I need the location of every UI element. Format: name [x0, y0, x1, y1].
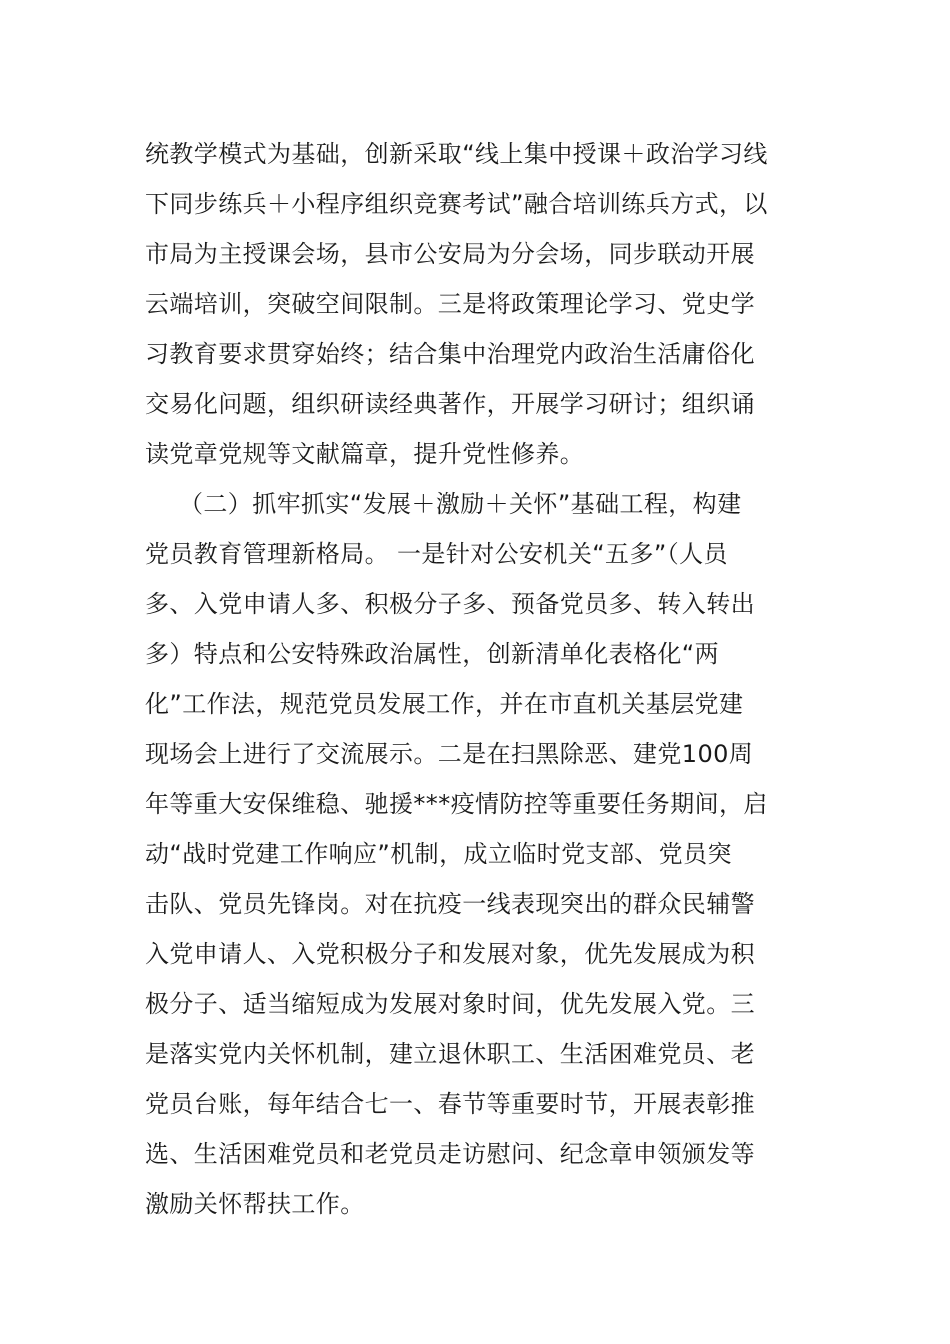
text-line: 年等重大安保维稳、驰援***疫情防控等重要任务期间，启: [145, 790, 768, 818]
text-line: 入党申请人、入党积极分子和发展对象，优先发展成为积: [145, 940, 755, 968]
text-line: 读党章党规等文献篇章，提升党性修养。: [145, 440, 585, 468]
text-line: 击队、党员先锋岗。对在抗疫一线表现突出的群众民辅警: [145, 890, 755, 918]
text-line: 极分子、适当缩短成为发展对象时间，优先发展入党。三: [145, 990, 755, 1018]
text-line: 是落实党内关怀机制，建立退休职工、生活困难党员、老: [145, 1040, 755, 1068]
text-line: 云端培训，突破空间限制。三是将政策理论学习、党史学: [145, 290, 755, 318]
text-line: （二）抓牢抓实“发展＋激励＋关怀”基础工程，构建: [179, 490, 742, 518]
text-line: 多、入党申请人多、积极分子多、预备党员多、转入转出: [145, 590, 755, 618]
paragraph: [145, 129, 807, 479]
text-line: 市局为主授课会场，县市公安局为分会场，同步联动开展: [145, 240, 755, 268]
text-line: 化”工作法，规范党员发展工作，并在市直机关基层党建: [145, 690, 744, 718]
text-line: 激励关怀帮扶工作。: [145, 1190, 365, 1218]
text-line: 现场会上进行了交流展示。二是在扫黑除恶、建党100周: [145, 740, 754, 768]
text-line: 党员台账，每年结合七一、春节等重要时节，开展表彰推: [145, 1090, 755, 1118]
text-line: 统教学模式为基础，创新采取“线上集中授课＋政治学习线: [145, 140, 768, 168]
text-line: 动“战时党建工作响应”机制，成立临时党支部、党员突: [145, 840, 732, 868]
text-line: 交易化问题，组织研读经典著作，开展学习研讨；组织诵: [145, 390, 755, 418]
paragraph: [145, 479, 807, 1229]
text-line: 下同步练兵＋小程序组织竞赛考试”融合培训练兵方式，以: [145, 190, 768, 218]
document-body: [145, 129, 807, 1229]
text-line: 多）特点和公安特殊政治属性，创新清单化表格化“两: [145, 640, 720, 668]
text-line: 选、生活困难党员和老党员走访慰问、纪念章申领颁发等: [145, 1140, 755, 1168]
text-line: 党员教育管理新格局。 一是针对公安机关“五多”（人员: [145, 540, 728, 568]
text-line: 习教育要求贯穿始终；结合集中治理党内政治生活庸俗化: [145, 340, 755, 368]
